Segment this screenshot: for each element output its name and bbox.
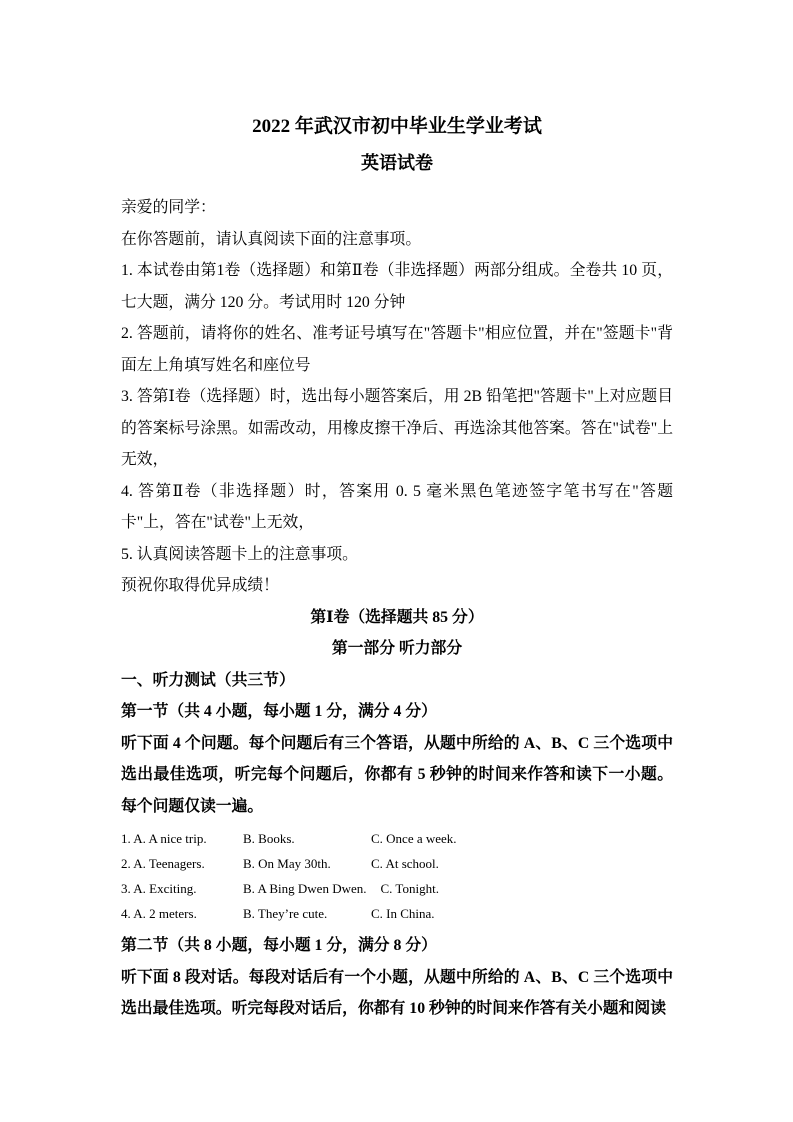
question-1-option-a: 1. A. A nice trip. bbox=[121, 831, 207, 846]
question-row-1 bbox=[121, 826, 673, 851]
notice-item-2: 2. 答题前，请将你的姓名、准考证号填写在"答题卡"相应位置，并在"签题卡"背面左上角填写姓名和座位号 bbox=[121, 325, 673, 374]
question-row-3 bbox=[121, 876, 673, 901]
subsection1-instructions: 听下面 4 个问题。每个问题后有三个答语，从题中所给的 A、B、C 三个选项中选出最佳选项，听完每个问题后，你都有 5 秒钟的时间来作答和读下一小题。每个问题仅读一遍。 bbox=[121, 734, 673, 815]
listening-heading: 一、听力测试（共三节） bbox=[121, 671, 295, 689]
question-1-option-c: C. Once a week. bbox=[371, 831, 457, 846]
question-row-4 bbox=[121, 901, 673, 926]
subsection2-heading: 第二节（共 8 小题，每小题 1 分，满分 8 分） bbox=[121, 937, 437, 954]
doc-title: 2022 年武汉市初中毕业生学业考试 bbox=[252, 116, 542, 137]
question-3-option-b: B. A Bing Dwen Dwen. bbox=[243, 881, 367, 896]
question-1-option-b: B. Books. bbox=[243, 831, 295, 846]
notice-item-5: 5. 认真阅读答题卡上的注意事项。 bbox=[121, 545, 358, 563]
question-list bbox=[121, 826, 673, 926]
question-4-option-a: 4. A. 2 meters. bbox=[121, 906, 197, 921]
section-header: 第一部分 听力部分 bbox=[331, 640, 463, 657]
doc-subtitle: 英语试卷 bbox=[361, 153, 433, 173]
question-row-2 bbox=[121, 851, 673, 876]
notice-item-4: 4. 答第Ⅱ卷（非选择题）时，答案用 0. 5 毫米黑色笔迹签字笔书写在"答题卡"上，答在"试卷"上无效， bbox=[121, 482, 673, 531]
subsection2-instructions: 听下面 8 段对话。每段对话后有一个小题，从题中所给的 A、B、C 三个选项中选出最佳选项。听完每段对话后，你都有 10 秒钟的时间来作答有关小题和阅读 bbox=[121, 968, 673, 1017]
notice-item-1: 1. 本试卷由第1卷（选择题）和第Ⅱ卷（非选择题）两部分组成。全卷共 10 页，七大题，满分 120 分。考试用时 120 分钟 bbox=[121, 262, 673, 311]
salutation: 亲爱的同学： bbox=[121, 199, 216, 216]
question-2-option-a: 2. A. Teenagers. bbox=[121, 856, 205, 871]
pre-notice: 在你答题前，请认真阅读下面的注意事项。 bbox=[121, 230, 422, 248]
notice-item-3: 3. 答第Ⅰ卷（选择题）时，选出每小题答案后，用 2B 铅笔把"答题卡"上对应题目的答案标号涂黑。如需改动，用橡皮擦干净后、再选涂其他答案。答在"试卷"上无效， bbox=[121, 388, 673, 468]
subsection1-heading: 第一节（共 4 小题，每小题 1 分，满分 4 分） bbox=[121, 703, 437, 720]
question-4-option-c: C. In China. bbox=[371, 906, 435, 921]
question-3-option-c: C. Tonight. bbox=[380, 881, 439, 896]
question-2-option-c: C. At school. bbox=[371, 856, 439, 871]
part1-header: 第Ⅰ卷（选择题共 85 分） bbox=[310, 608, 484, 626]
question-4-option-b: B. They’re cute. bbox=[243, 906, 328, 921]
wish-line: 预祝你取得优异成绩！ bbox=[121, 577, 279, 594]
question-3-option-a: 3. A. Exciting. bbox=[121, 881, 197, 896]
question-2-option-b: B. On May 30th. bbox=[243, 856, 331, 871]
